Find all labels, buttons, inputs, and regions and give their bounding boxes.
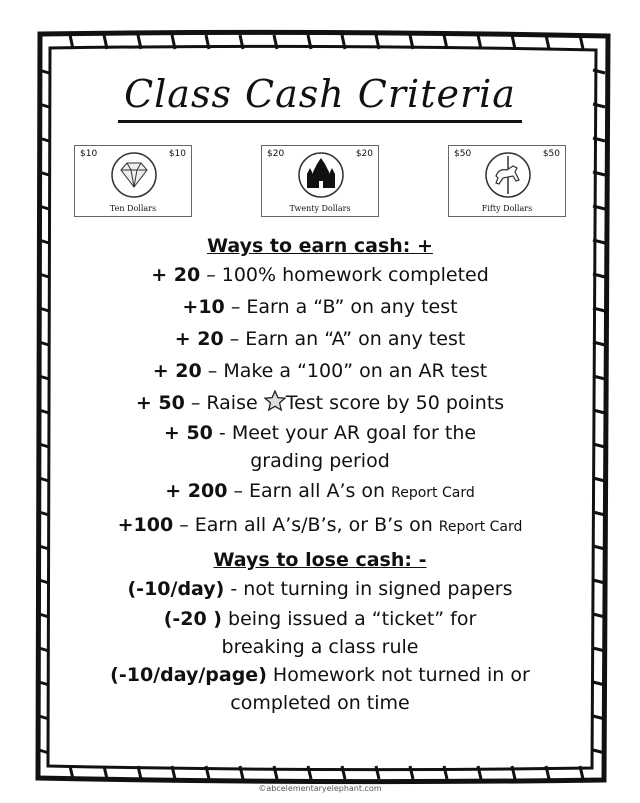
bill-caption: Twenty Dollars bbox=[289, 204, 351, 213]
earn-item bbox=[58, 355, 582, 387]
carousel-horse-icon bbox=[483, 150, 533, 200]
bill-caption: Fifty Dollars bbox=[481, 204, 533, 213]
earn-item bbox=[58, 323, 582, 355]
earn-amount: + 50 bbox=[135, 392, 185, 414]
bill-caption: Ten Dollars bbox=[109, 204, 157, 213]
border-tick bbox=[410, 766, 413, 779]
earn-item bbox=[58, 259, 582, 291]
lose-item-continued: breaking a class rule bbox=[221, 636, 419, 658]
lose-item bbox=[58, 661, 582, 689]
bill-corner-left: $20 bbox=[267, 149, 285, 159]
bill-corner-left: $10 bbox=[80, 149, 98, 159]
earn-item-continued: grading period bbox=[250, 450, 390, 472]
earn-item bbox=[58, 387, 582, 419]
bill-row bbox=[74, 145, 566, 217]
border-tick bbox=[376, 766, 379, 779]
fifty-dollar-bill bbox=[448, 145, 566, 217]
ten-dollar-bill bbox=[74, 145, 192, 217]
earn-item bbox=[58, 291, 582, 323]
lose-text: - not turning in signed papers bbox=[224, 578, 513, 600]
earn-amount: + 20 bbox=[151, 264, 201, 286]
earn-text: – Earn all A’s on bbox=[227, 480, 392, 502]
report-card-label: Report Card bbox=[438, 519, 523, 535]
criteria-content bbox=[58, 62, 582, 717]
earn-text: – Raise bbox=[184, 392, 264, 414]
earn-amount: + 50 bbox=[163, 422, 213, 444]
star-icon bbox=[264, 390, 286, 412]
lose-item bbox=[58, 605, 582, 633]
page-title: Class Cash Criteria bbox=[118, 72, 522, 123]
earn-item bbox=[58, 509, 582, 543]
earn-amount: + 20 bbox=[174, 328, 224, 350]
bill-corner-right: $10 bbox=[168, 149, 186, 159]
earn-amount: + 200 bbox=[165, 480, 228, 502]
copyright-footer: ©abcelementaryelephant.com bbox=[258, 784, 382, 793]
lose-text: being issued a “ticket” for bbox=[222, 608, 477, 630]
twenty-dollar-bill bbox=[261, 145, 379, 217]
lose-amount: (-20 ) bbox=[163, 608, 222, 630]
earn-amount: + 20 bbox=[152, 360, 202, 382]
border-tick bbox=[512, 35, 515, 49]
earn-amount: +100 bbox=[117, 514, 174, 536]
earn-text: - Meet your AR goal for the bbox=[212, 422, 477, 444]
earn-text: – Earn a “B” on any test bbox=[224, 296, 458, 318]
bill-corner-right: $50 bbox=[542, 149, 560, 159]
lose-heading: Ways to lose cash: - bbox=[213, 549, 427, 571]
earn-text: – 100% homework completed bbox=[200, 264, 489, 286]
lose-amount: (-10/day/page) bbox=[110, 664, 267, 686]
earn-heading: Ways to earn cash: + bbox=[207, 235, 433, 257]
border-tick bbox=[342, 766, 345, 779]
earn-text: – Earn all A’s/B’s, or B’s on bbox=[173, 514, 439, 536]
bill-corner-left: $50 bbox=[454, 149, 472, 159]
earn-amount: +10 bbox=[182, 296, 225, 318]
earn-text: – Earn an “A” on any test bbox=[223, 328, 466, 350]
castle-icon bbox=[296, 150, 346, 200]
lose-text: Homework not turned in or bbox=[266, 664, 530, 686]
diamond-icon bbox=[109, 150, 159, 200]
lose-amount: (-10/day) bbox=[127, 578, 225, 600]
border-tick bbox=[308, 766, 311, 779]
lose-item bbox=[58, 573, 582, 605]
lose-item-continued: completed on time bbox=[230, 692, 410, 714]
earn-text: Test score by 50 points bbox=[285, 392, 505, 414]
earn-item bbox=[58, 419, 582, 447]
earn-text: – Make a “100” on an AR test bbox=[201, 360, 488, 382]
bill-corner-right: $20 bbox=[355, 149, 373, 159]
report-card-label: Report Card bbox=[391, 485, 475, 501]
earn-item bbox=[58, 475, 582, 509]
